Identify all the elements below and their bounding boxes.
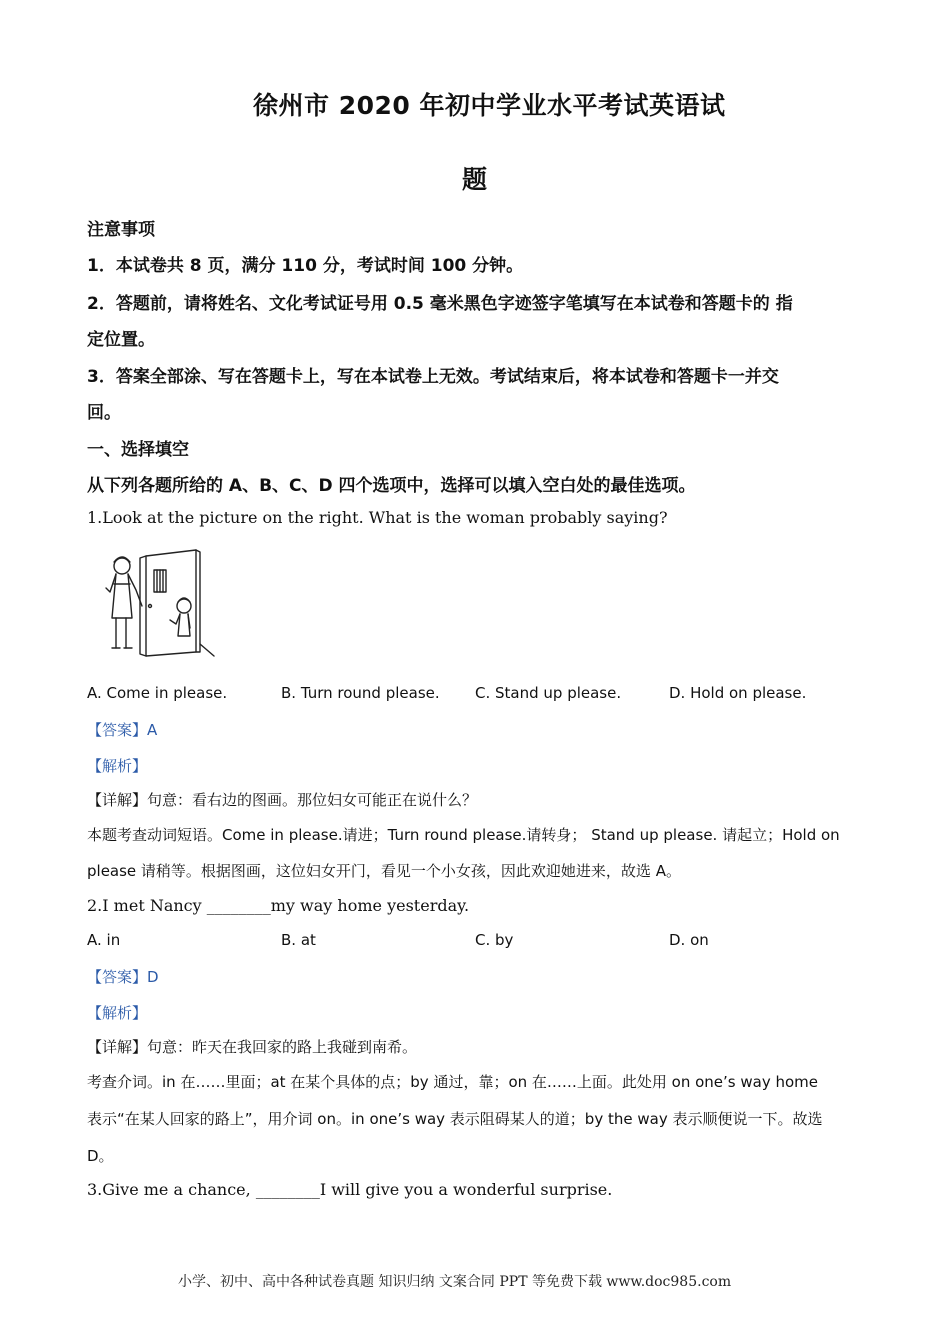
q1-option-c: C. Stand up please. [475, 684, 622, 702]
q1-explain-line1: 本题考查动词短语。Come in please.请进；Turn round please.请转身； Stand up please. 请起立；Hold on [87, 826, 840, 844]
q1-answer: 【答案】A [87, 721, 158, 739]
q1-option-b: B. Turn round please. [281, 684, 440, 702]
q2-option-a: A. in [87, 931, 121, 949]
note-1: 1．本试卷共 8 页，满分 110 分，考试时间 100 分钟。 [87, 256, 524, 276]
exam-title-line1: 徐州市 2020 年初中学业水平考试英语试 [253, 91, 726, 120]
q2-option-b: B. at [281, 931, 316, 949]
q1-option-a: A. Come in please. [87, 684, 228, 702]
note-3-line1: 3．答案全部涂、写在答题卡上，写在本试卷上无效。考试结束后，将本试卷和答题卡一并交 [87, 367, 779, 387]
q1-explain-line2: please 请稍等。根据图画，这位妇女开门，看见一个小女孩，因此欢迎她进来，故选 A。 [87, 862, 681, 880]
woman-door-illustration [96, 548, 216, 660]
note-3-line2: 回。 [87, 403, 121, 423]
note-2-line2: 定位置。 [87, 330, 155, 350]
note-2-line1: 2．答题前，请将姓名、文化考试证号用 0.5 毫米黑色字迹签字笔填写在本试卷和答题卡的 指 [87, 294, 793, 314]
exam-title-line2: 题 [462, 165, 488, 194]
notes-heading: 注意事项 [87, 220, 155, 240]
section-instruction: 从下列各题所给的 A、B、C、D 四个选项中，选择可以填入空白处的最佳选项。 [87, 476, 696, 496]
q1-detail: 【详解】句意：看右边的图画。那位妇女可能正在说什么？ [87, 791, 478, 809]
q2-detail: 【详解】句意：昨天在我回家的路上我碰到南希。 [87, 1038, 418, 1056]
q2-option-c: C. by [475, 931, 514, 949]
q2-analysis-label: 【解析】 [87, 1004, 148, 1022]
section-heading: 一、选择填空 [87, 440, 189, 460]
q2-stem: 2.I met Nancy ________my way home yesterday. [87, 896, 470, 915]
q2-answer: 【答案】D [87, 968, 159, 986]
q1-stem: 1.Look at the picture on the right. What is the woman probably saying? [87, 508, 668, 527]
q1-option-d: D. Hold on please. [669, 684, 807, 702]
q3-stem: 3.Give me a chance, ________I will give you a wonderful surprise. [87, 1180, 613, 1199]
page-footer: 小学、初中、高中各种试卷真题 知识归纳 文案合同 PPT 等免费下载 www.doc985.com [178, 1274, 732, 1290]
q2-explain-line1: 考查介词。in 在……里面；at 在某个具体的点；by 通过，靠；on 在……上面。此处用 on one’s way home [87, 1073, 819, 1091]
q2-explain-line2: 表示“在某人回家的路上”，用介词 on。in one’s way 表示阻碍某人的道；by the way 表示顺便说一下。故选 [87, 1110, 823, 1128]
q1-analysis-label: 【解析】 [87, 757, 148, 775]
q2-explain-line3: D。 [87, 1147, 114, 1165]
q2-option-d: D. on [669, 931, 709, 949]
